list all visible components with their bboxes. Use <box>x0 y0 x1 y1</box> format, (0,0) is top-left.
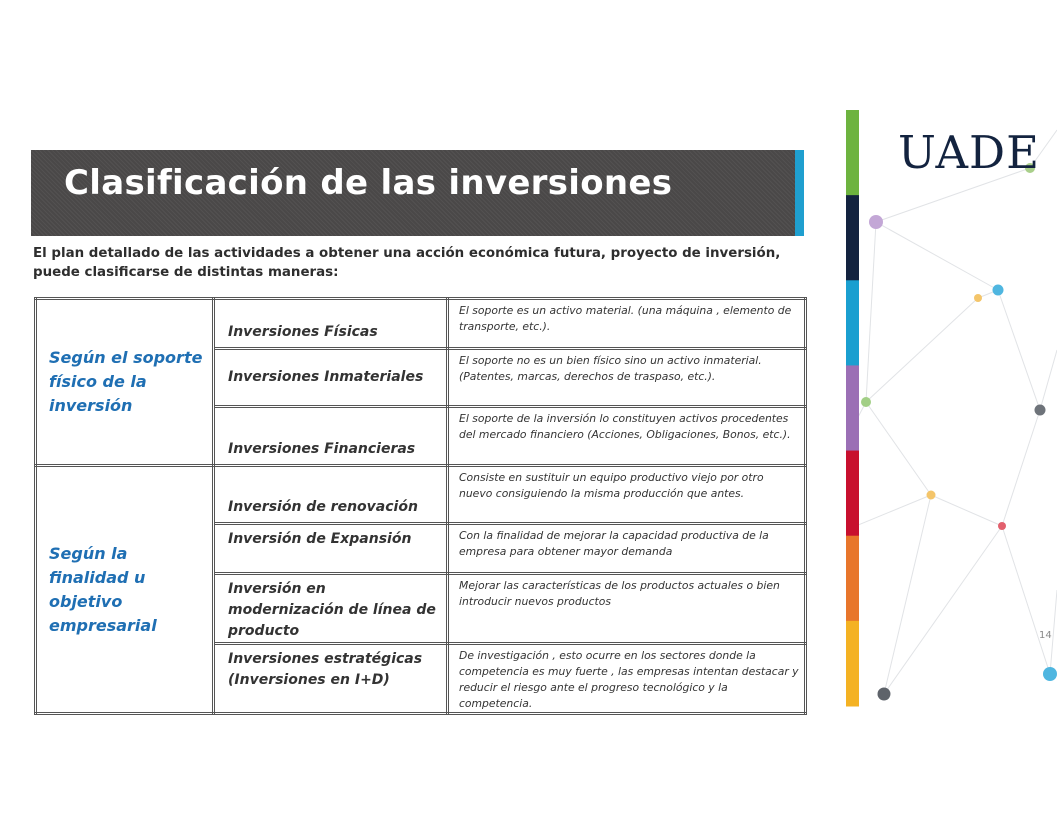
type-cell: Inversiones Financieras <box>214 407 448 466</box>
description-cell: El soporte es un activo material. (una máquina , elemento de transporte, etc.). <box>448 299 806 349</box>
slide-title: Clasificación de las inversiones <box>64 163 673 203</box>
table-row <box>36 466 806 524</box>
strip-segment <box>846 451 859 537</box>
intro-text: El plan detallado de las actividades a obtener una acción económica futura, proyecto de inversión, puede clasificarse de distintas maneras: <box>33 246 781 280</box>
description-cell: Con la finalidad de mejorar la capacidad productiva de la empresa para obtener mayor demanda <box>448 524 806 574</box>
page-number: 14 <box>1039 630 1052 641</box>
description-cell: El soporte de la inversión lo constituyen activos procedentes del mercado financiero (Acciones, Obligaciones, Bonos, etc.). <box>448 407 806 466</box>
title-accent-bar <box>795 150 804 236</box>
description-cell: Consiste en sustituir un equipo productivo viejo por otro nuevo consiguiendo la misma producción que antes. <box>448 466 806 524</box>
description-cell: El soporte no es un bien físico sino un activo inmaterial. (Patentes, marcas, derechos de traspaso, etc.). <box>448 349 806 407</box>
description-cell: Mejorar las características de los productos actuales o bien introducir nuevos productos <box>448 574 806 644</box>
network-node <box>974 294 982 302</box>
network-graphic <box>846 110 1057 710</box>
strip-segment <box>846 621 859 707</box>
type-cell: Inversiones estratégicas (Inversiones en I+D) <box>214 644 448 714</box>
type-cell: Inversión en modernización de línea de producto <box>214 574 448 644</box>
group-label-physical-support: Según el soporte físico de la inversión <box>36 299 214 466</box>
network-node <box>1043 667 1057 681</box>
network-node <box>878 688 891 701</box>
uade-logo: UADE <box>898 126 1040 179</box>
brand-panel <box>846 110 1057 710</box>
classification-table <box>34 297 807 715</box>
group-label-business-purpose: Según la finalidad u objetivo empresarial <box>36 466 214 714</box>
type-cell: Inversión de Expansión <box>214 524 448 574</box>
strip-segment <box>846 536 859 622</box>
type-cell: Inversiones Inmateriales <box>214 349 448 407</box>
table-row <box>36 299 806 349</box>
network-node <box>993 285 1004 296</box>
description-cell: De investigación , esto ocurre en los sectores donde la competencia es muy fuerte , las empresas intentan destacar y reducir el riesgo ante el progreso tecnológico y la competencia. <box>448 644 806 714</box>
network-node <box>869 215 883 229</box>
strip-segment <box>846 110 859 196</box>
type-cell: Inversión de renovación <box>214 466 448 524</box>
network-node <box>861 397 871 407</box>
strip-segment <box>846 195 859 281</box>
strip-segment <box>846 365 859 451</box>
color-strip <box>846 110 859 707</box>
network-node <box>998 522 1006 530</box>
network-node <box>927 491 936 500</box>
type-cell: Inversiones Físicas <box>214 299 448 349</box>
strip-segment <box>846 280 859 366</box>
title-bar <box>31 150 795 236</box>
network-node <box>1035 405 1046 416</box>
